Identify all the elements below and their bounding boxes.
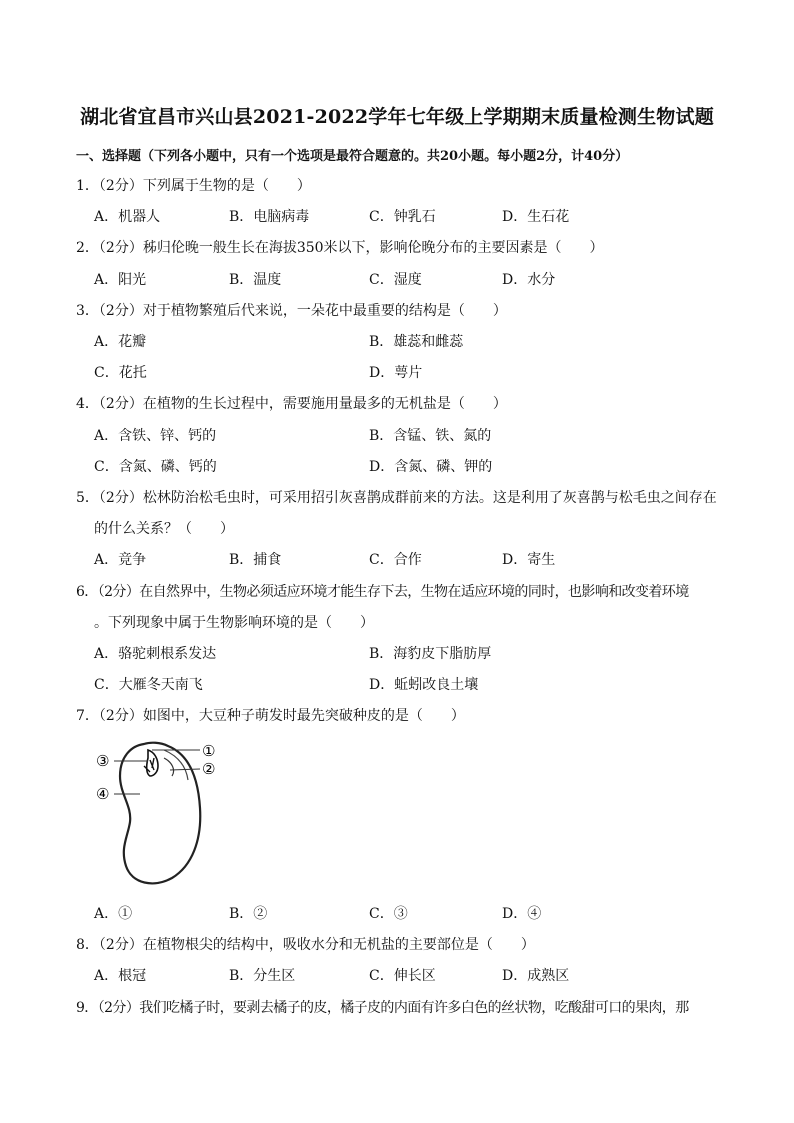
q6-option-b[interactable]: B．海豹皮下脂肪厚 [369, 646, 492, 662]
question-9-stem: 9．（2分）我们吃橘子时，要剥去橘子的皮，橘子皮的内面有许多白色的丝状物，吃酸甜可口的果肉，那 [76, 1000, 689, 1016]
q2-option-b[interactable]: B．温度 [229, 272, 282, 288]
q3-option-a[interactable]: A．花瓣 [94, 334, 147, 350]
seed-coat-outline [120, 743, 200, 884]
question-6-stem-cont: 。下列现象中属于生物影响环境的是（ ） [94, 615, 374, 631]
question-2-stem: 2．（2分）秭归伦晚一般生长在海拔350米以下，影响伦晚分布的主要因素是（ ） [76, 240, 604, 256]
question-7-stem: 7．（2分）如图中，大豆种子萌发时最先突破种皮的是（ ） [76, 708, 465, 724]
figure-label-1: ① [202, 742, 216, 760]
q7-option-c[interactable]: C．③ [369, 906, 408, 922]
figure-label-3: ③ [96, 752, 110, 770]
figure-label-2: ② [202, 760, 216, 778]
q5-option-b[interactable]: B．捕食 [229, 552, 282, 568]
section-heading: 一、选择题（下列各小题中，只有一个选项是最符合题意的。共20小题。每小题2分，计40分） [76, 149, 629, 164]
q8-option-a[interactable]: A．根冠 [94, 968, 147, 984]
q8-option-b[interactable]: B．分生区 [229, 968, 296, 984]
question-8-stem: 8．（2分）在植物根尖的结构中，吸收水分和无机盐的主要部位是（ ） [76, 937, 535, 953]
page-title: 湖北省宜昌市兴山县2021-2022学年七年级上学期期末质量检测生物试题 [80, 106, 714, 128]
question-1-stem: 1．（2分）下列属于生物的是（ ） [76, 178, 311, 194]
q6-option-d[interactable]: D．蚯蚓改良土壤 [369, 677, 479, 693]
q3-option-c[interactable]: C．花托 [94, 365, 147, 381]
cotyledon-edge [164, 750, 188, 780]
q6-option-c[interactable]: C．大雁冬天南飞 [94, 677, 203, 693]
question-5-stem: 5．（2分）松林防治松毛虫时，可采用招引灰喜鹊成群前来的方法。这是利用了灰喜鹊与松毛虫之间存在 [76, 490, 717, 506]
q7-option-b[interactable]: B．② [229, 906, 268, 922]
q6-option-a[interactable]: A．骆驼刺根系发达 [94, 646, 217, 662]
q1-option-b[interactable]: B．电脑病毒 [229, 209, 310, 225]
q8-option-d[interactable]: D．成熟区 [502, 968, 570, 984]
embryo-plumule [144, 758, 154, 772]
q5-option-c[interactable]: C．合作 [369, 552, 422, 568]
bean-seed-diagram [92, 736, 232, 892]
q1-option-a[interactable]: A．机器人 [94, 209, 161, 225]
q1-option-c[interactable]: C．钟乳石 [369, 209, 436, 225]
q2-option-c[interactable]: C．湿度 [369, 272, 422, 288]
q3-option-b[interactable]: B．雄蕊和雌蕊 [369, 334, 464, 350]
q3-option-d[interactable]: D．萼片 [369, 365, 423, 381]
q4-option-c[interactable]: C．含氮、磷、钙的 [94, 459, 217, 475]
question-3-stem: 3．（2分）对于植物繁殖后代来说，一朵花中最重要的结构是（ ） [76, 303, 507, 319]
q5-option-a[interactable]: A．竞争 [94, 552, 147, 568]
question-6-stem: 6．（2分）在自然界中，生物必须适应环境才能生存下去，生物在适应环境的同时，也影响和改变着环境 [76, 584, 689, 600]
q5-option-d[interactable]: D．寄生 [502, 552, 556, 568]
question-5-stem-cont: 的什么关系？（ ） [94, 521, 234, 537]
q8-option-c[interactable]: C．伸长区 [369, 968, 436, 984]
q7-option-a[interactable]: A．① [94, 906, 133, 922]
q4-option-a[interactable]: A．含铁、锌、钙的 [94, 428, 217, 444]
question-4-stem: 4．（2分）在植物的生长过程中，需要施用量最多的无机盐是（ ） [76, 396, 507, 412]
figure-label-4: ④ [96, 785, 110, 803]
q7-option-d[interactable]: D．④ [502, 906, 542, 922]
q4-option-d[interactable]: D．含氮、磷、钾的 [369, 459, 493, 475]
q2-option-d[interactable]: D．水分 [502, 272, 556, 288]
hilum-region [164, 758, 174, 776]
q2-option-a[interactable]: A．阳光 [94, 272, 147, 288]
q4-option-b[interactable]: B．含锰、铁、氮的 [369, 428, 492, 444]
q1-option-d[interactable]: D．生石花 [502, 209, 570, 225]
